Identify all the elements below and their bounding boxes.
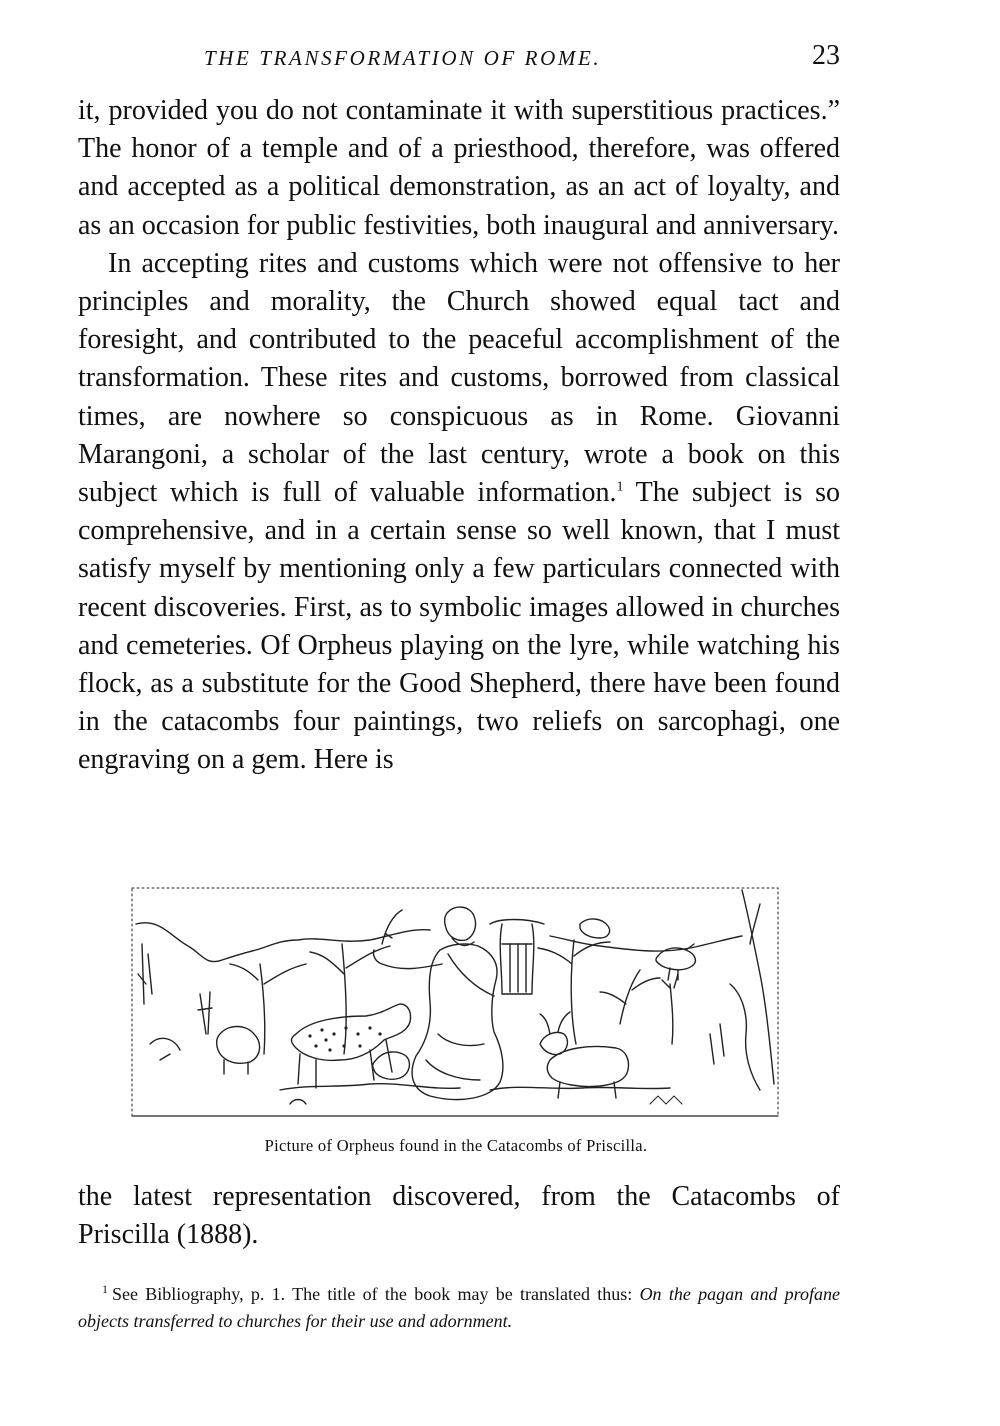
- orpheus-fresco-drawing: [130, 884, 782, 1120]
- after-figure-text: [78, 1178, 840, 1254]
- footnote-marker: 1: [102, 1282, 108, 1296]
- paragraph-continued: it, provided you do not contaminate it with superstitious practices.” The honor of a temple and of a priesthood, therefore, was offered and accepted as a political demonstration, as an act of loyalty, and as an occasion for public festivities, both inaugural and anniversary.: [78, 95, 840, 241]
- footnote-reference: 1: [616, 479, 624, 495]
- footnote-paragraph: [78, 1276, 840, 1335]
- orpheus-illustration: [130, 884, 782, 1120]
- page-number: 23: [812, 40, 840, 71]
- paragraph-text-second: The subject is so comprehensive, and in a certain sense so well known, that I must satisfy myself by mentioning only a few particulars connected with recent discoveries. First, as to symbolic images allowed in churches and cemeteries. Of Orpheus playing on the lyre, while watching his flock, as a substitute for the Good Shepherd, there have been found in the catacombs four paintings, two reliefs on sarcophagi, one engraving on a gem. Here is: [78, 477, 840, 776]
- footnote: [78, 1276, 840, 1335]
- footnote-text: See Bibliography, p. 1. The title of the book may be translated thus:: [112, 1284, 640, 1304]
- paragraph-marangoni: [78, 245, 840, 780]
- body-text: [78, 92, 840, 780]
- footnote-italic-title: On the pagan and profane objects transferred to churches for their use and adornment.: [78, 1284, 841, 1331]
- running-title: THE TRANSFORMATION OF ROME.: [204, 46, 602, 70]
- paragraph-text-first: In accepting rites and customs which were not offensive to her principles and morality, the Church showed equal tact and foresight, and contributed to the peaceful accomplishment of the transformation. These rites and customs, borrowed from classical times, are nowhere so conspicuous as in Rome. Giovanni Marangoni, a scholar of the last century, wrote a book on this subject which is full of valuable information.: [78, 247, 840, 509]
- closing-sentence: the latest representation discovered, from the Catacombs of Priscilla (1888).: [78, 1181, 840, 1251]
- figure-caption: Picture of Orpheus found in the Catacombs of Priscilla.: [264, 1136, 648, 1155]
- running-head: [78, 40, 840, 80]
